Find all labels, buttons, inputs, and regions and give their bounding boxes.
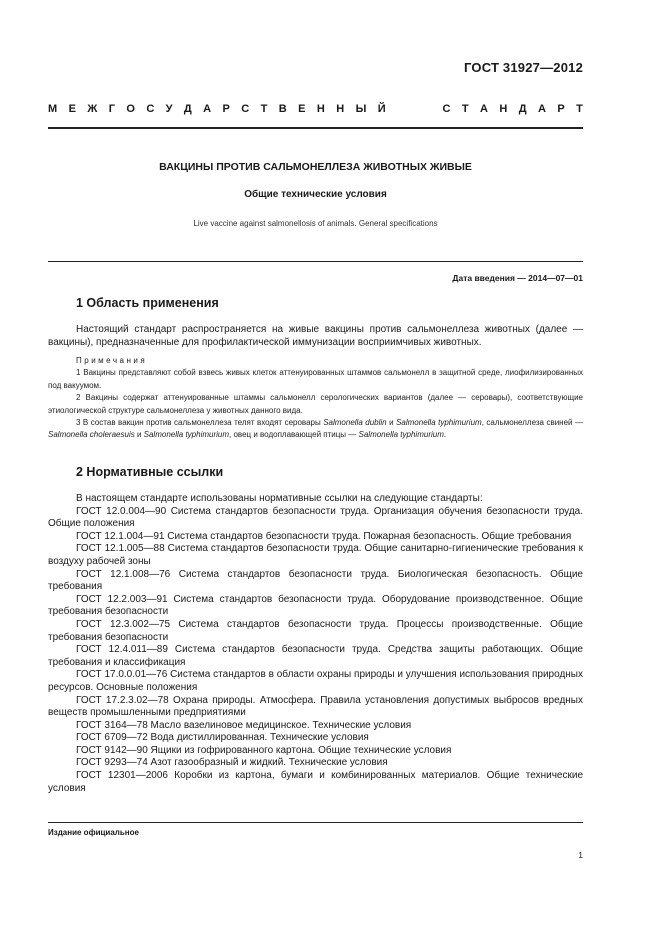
banner-letter: Т — [260, 103, 268, 115]
banner-letter: Ж — [87, 103, 98, 115]
reference-item: ГОСТ 17.2.3.02—78 Охрана природы. Атмосфера. Правила установления допустимых выбросов вредных веществ промышленными предприятиями — [48, 694, 583, 719]
serovar-name: Salmonella typhimurium — [358, 430, 444, 440]
document-subtitle: Общие технические условия — [244, 189, 387, 200]
serovar-name: Salmonella typhimurium — [143, 430, 230, 440]
document-title: ВАКЦИНЫ ПРОТИВ САЛЬМОНЕЛЛЕЗА ЖИВОТНЫХ ЖИВЫЕ — [159, 161, 472, 173]
scope-paragraph: Настоящий стандарт распространяется на живые вакцины против сальмонеллеза животных (далее — вакцины), предназначенные для профилактической иммунизации восприимчивых животных. — [48, 324, 583, 348]
reference-item: ГОСТ 9142—90 Ящики из гофрированного картона. Общие технические условия — [76, 744, 452, 756]
banner-letter: Т — [576, 103, 583, 115]
note-3-text: . — [443, 430, 447, 440]
banner-letter: А — [203, 103, 212, 115]
banner-letter: Г — [108, 103, 115, 115]
reference-item: ГОСТ 12.1.008—76 Система стандартов безопасности труда. Биологическая безопасность. Общие требования — [48, 568, 583, 593]
banner-word-gap — [397, 103, 431, 115]
note-1: 1 Вакцины представляют собой взвесь живых клеток аттенуированных штаммов сальмонелл в защитной среде, лиофилизированных под вакуумом. — [48, 368, 583, 390]
reference-item: ГОСТ 12.0.004—90 Система стандартов безопасности труда. Организация обучения безопасности труда. Общие положения — [48, 505, 583, 530]
banner-letter: Т — [461, 103, 469, 115]
references-intro: В настоящем стандарте использованы нормативные ссылки на следующие стандарты: — [76, 493, 483, 504]
reference-item: ГОСТ 3164—78 Масло вазелиновое медицинское. Технические условия — [76, 719, 412, 731]
gost-code: ГОСТ 31927—2012 — [464, 60, 583, 75]
reference-item: ГОСТ 9293—74 Азот газообразный и жидкий. Технические условия — [76, 757, 388, 769]
reference-item: ГОСТ 12.2.003—91 Система стандартов безопасности труда. Оборудование производственное. Общие требования безопасности — [48, 593, 583, 618]
reference-item: ГОСТ 12.1.004—91 Система стандартов безопасности труда. Пожарная безопасность. Общие требования — [76, 530, 572, 542]
note-3-text: и — [134, 430, 144, 440]
banner-letter: Е — [298, 103, 306, 115]
banner-letter: Ы — [355, 103, 367, 115]
serovar-name: Salmonella typhimurium — [396, 418, 482, 428]
banner-letter: Н — [336, 103, 345, 115]
banner-letter: О — [126, 103, 135, 115]
reference-item: ГОСТ 12.1.005—88 Система стандартов безопасности труда. Общие санитарно-гигиенические требования к воздуху рабочей зоны — [48, 543, 583, 567]
footer-divider — [48, 822, 583, 823]
note-3-text: 3 В состав вакцин против сальмонеллеза телят входят серовары — [76, 418, 324, 428]
note-3-text: и — [386, 418, 397, 428]
section-2-heading: 2 Нормативные ссылки — [76, 465, 224, 479]
english-title: Live vaccine against salmonellosis of animals. General specifications — [193, 219, 438, 228]
banner-letter: У — [165, 103, 173, 115]
reference-item: ГОСТ 17.0.0.01—76 Система стандартов в области охраны природы и улучшения использования природных ресурсов. Основные положения — [48, 669, 583, 693]
banner-letter: Д — [518, 103, 527, 115]
note-3 — [48, 417, 583, 442]
note-3-text: , сальмонеллеза свиней — — [481, 418, 583, 428]
banner-letter: М — [48, 103, 58, 115]
introduction-date: Дата введения — 2014—07—01 — [452, 273, 583, 283]
top-divider — [48, 127, 583, 129]
note-2: 2 Вакцины содержат аттенуированные штаммы сальмонелл серологических вариантов (далее — серовары), соответствующие этиологической структуре сальмонеллеза у животных данного вида. — [48, 393, 583, 415]
banner-letter: Р — [222, 103, 230, 115]
banner-letter: С — [241, 103, 250, 115]
interstate-standard-banner — [48, 103, 583, 115]
note-3-text: , овец и водоплавающей птицы — — [229, 430, 359, 440]
banner-letter: Н — [316, 103, 325, 115]
serovar-name: Salmonella choleraesuis — [48, 430, 135, 440]
serovar-name: Salmonella dublin — [323, 418, 387, 428]
notes-heading: Примечания — [76, 356, 148, 365]
banner-letter: Н — [499, 103, 508, 115]
banner-letter: Д — [183, 103, 192, 115]
section-1-heading: 1 Область применения — [76, 296, 219, 310]
title-divider — [48, 261, 583, 262]
banner-letter: С — [442, 103, 451, 115]
banner-letter: В — [278, 103, 287, 115]
reference-item: ГОСТ 12.4.011—89 Система стандартов безопасности труда. Средства защиты работающих. Общие требования и классификация — [48, 644, 583, 668]
banner-letter: С — [146, 103, 155, 115]
reference-item: ГОСТ 12.3.002—75 Система стандартов безопасности труда. Процессы производственные. Общие требования безопасности — [48, 618, 583, 643]
banner-letter: А — [480, 103, 488, 115]
page-number: 1 — [578, 850, 583, 860]
references-list — [48, 493, 583, 795]
banner-letter: Р — [557, 103, 565, 115]
notes-block — [48, 355, 583, 442]
banner-letter: Е — [68, 103, 76, 115]
official-edition-label: Издание официальное — [48, 828, 139, 837]
banner-letter: А — [537, 103, 546, 115]
banner-letter: Й — [377, 103, 386, 115]
reference-item: ГОСТ 12301—2006 Коробки из картона, бумаги и комбинированных материалов. Общие технические условия — [48, 770, 583, 794]
reference-item: ГОСТ 6709—72 Вода дистиллированная. Технические условия — [76, 732, 369, 744]
